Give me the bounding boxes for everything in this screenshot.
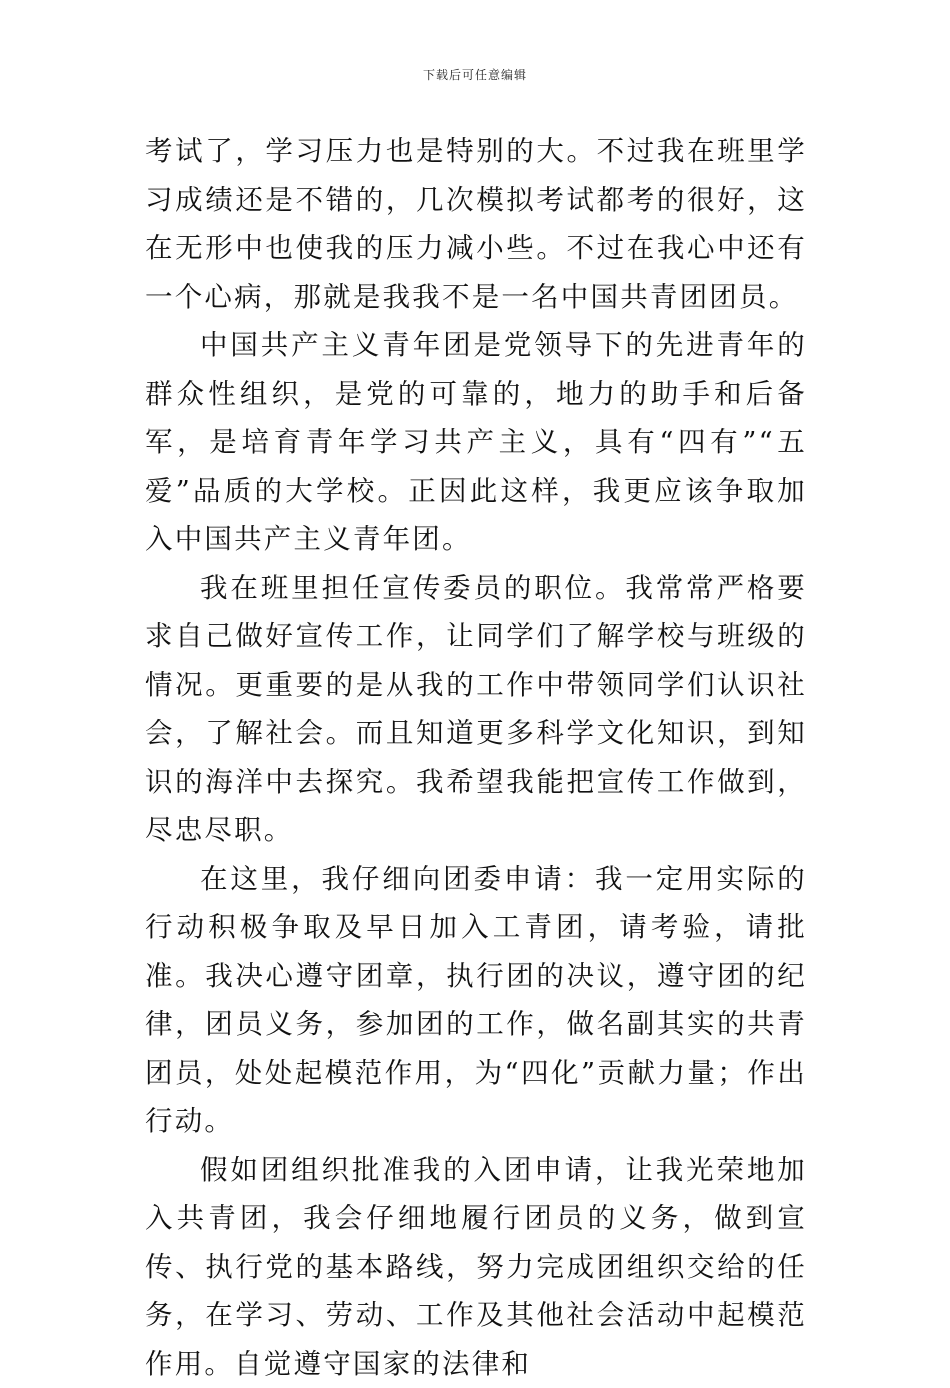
paragraph-1: 考试了，学习压力也是特别的大。不过我在班里学习成绩还是不错的，几次模拟考试都考的很好，这在无形中也使我的压力减小些。不过在我心中还有一个心病，那就是我我不是一名中国共青团团员。 [145, 127, 807, 321]
paragraph-2: 中国共产主义青年团是党领导下的先进青年的群众性组织，是党的可靠的，地力的助手和后备军，是培育青年学习共产主义，具有“四有”“五爱”品质的大学校。正因此这样，我更应该争取加入中国共产主义青年团。 [145, 321, 807, 564]
paragraph-5: 假如团组织批准我的入团申请，让我光荣地加入共青团，我会仔细地履行团员的义务，做到宣传、执行党的基本路线，努力完成团组织交给的任务，在学习、劳动、工作及其他社会活动中起模范作用。自觉遵守国家的法律和 [145, 1146, 807, 1388]
paragraph-3: 我在班里担任宣传委员的职位。我常常严格要求自己做好宣传工作，让同学们了解学校与班级的情况。更重要的是从我的工作中带领同学们认识社会，了解社会。而且知道更多科学文化知识，到知识的海洋中去探究。我希望我能把宣传工作做到，尽忠尽职。 [145, 564, 807, 855]
document-body [145, 127, 807, 1388]
page-header-note: 下载后可任意编辑 [0, 66, 950, 83]
paragraph-4: 在这里，我仔细向团委申请：我一定用实际的行动积极争取及早日加入工青团，请考验，请批准。我决心遵守团章，执行团的决议，遵守团的纪律，团员义务，参加团的工作，做名副其实的共青团员，处处起模范作用，为“四化”贡献力量；作出行动。 [145, 855, 807, 1146]
